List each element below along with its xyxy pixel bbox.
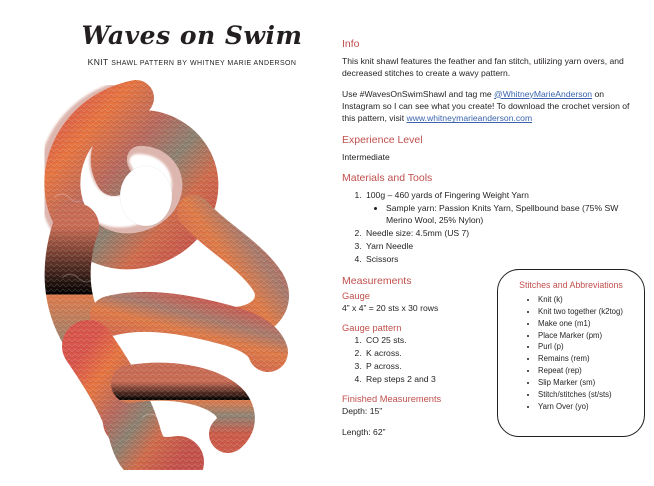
finished-measurements-heading: Finished Measurements	[342, 393, 442, 404]
subtitle-by: BY	[177, 59, 188, 67]
stitch-item: • Repeat (rep)	[538, 365, 638, 377]
info-heading: Info	[342, 38, 360, 50]
stitches-and-abbreviations-box	[497, 269, 645, 437]
materials-heading: Materials and Tools	[342, 172, 433, 185]
materials-subitem: • Sample yarn: Passion Knits Yarn, Spellbound base (75% SW Merino Wool, 25% Nylon)	[386, 202, 642, 227]
instagram-handle-link[interactable]: @WhitneyMarieAnderson	[494, 88, 593, 99]
finished-depth: Depth: 15”	[342, 405, 383, 416]
stitch-item: • Place Marker (pm)	[538, 330, 638, 342]
info-paragraph-1: This knit shawl features the feather and fan stitch, utilizing yarn overs, and decreased stitches to create a wavy pattern.	[342, 55, 624, 79]
stitches-heading: Stitches and Abbreviations	[519, 280, 623, 290]
materials-item-label: 100g – 460 yards of Fingering Weight Yarn	[366, 190, 529, 201]
stitch-item: • Knit two together (k2tog)	[538, 306, 638, 318]
materials-item: 2. Needle size: 4.5mm (US 7)	[364, 227, 642, 240]
materials-item	[364, 189, 642, 227]
materials-item: 3. Yarn Needle	[364, 240, 642, 253]
experience-heading: Experience Level	[342, 133, 423, 146]
stitch-item: • Make one (m1)	[538, 318, 638, 330]
gauge-pattern-heading: Gauge pattern	[342, 323, 402, 334]
materials-section	[342, 172, 642, 265]
page-subtitle	[62, 57, 322, 67]
subtitle-author: WHITNEY MARIE ANDERSON	[190, 59, 297, 67]
materials-item: 4. Scissors	[364, 253, 642, 266]
finished-length: Length: 62”	[342, 426, 386, 437]
gauge-value: 4” x 4” = 20 sts x 30 rows	[342, 303, 439, 314]
website-link[interactable]: www.whitneymarieanderson.com	[406, 113, 533, 124]
stitch-item: • Slip Marker (sm)	[538, 377, 638, 389]
stitches-list	[504, 294, 638, 412]
gauge-pattern-step: 3. P across.	[364, 360, 642, 373]
experience-value: Intermediate	[342, 151, 390, 162]
gauge-pattern-step: 4. Rep steps 2 and 3	[364, 373, 642, 386]
gauge-pattern-step: 1. CO 25 sts.	[364, 334, 642, 347]
stitch-item: • Stitch/stitches (st/sts)	[538, 389, 638, 401]
shawl-photo	[18, 78, 328, 470]
info-paragraph-2	[342, 88, 642, 125]
stitch-item: • Remains (rem)	[538, 353, 638, 365]
gauge-pattern-step: 2. K across.	[364, 347, 642, 360]
info-section	[342, 38, 642, 125]
stitch-item: • Purl (p)	[538, 341, 638, 353]
subtitle-prefix: KNIT	[87, 56, 109, 67]
stitch-item: • Knit (k)	[538, 294, 638, 306]
gauge-heading: Gauge	[342, 291, 370, 302]
shawl-photo-image	[18, 78, 328, 470]
page-title: Waves on Swim	[81, 21, 303, 50]
experience-section	[342, 134, 642, 164]
stitch-item: • Yarn Over (yo)	[538, 401, 638, 413]
measurements-heading: Measurements	[342, 274, 412, 287]
materials-list	[342, 189, 642, 265]
info-p2-text-2: on Instagram so I can see what you create! To download the crochet version of this pattern, visit	[342, 88, 630, 124]
info-p2-text-1: Use #WavesOnSwimShawl and tag me	[342, 88, 495, 99]
title-block	[62, 22, 322, 67]
materials-sublist	[366, 202, 642, 227]
subtitle-main: SHAWL PATTERN	[111, 59, 175, 67]
